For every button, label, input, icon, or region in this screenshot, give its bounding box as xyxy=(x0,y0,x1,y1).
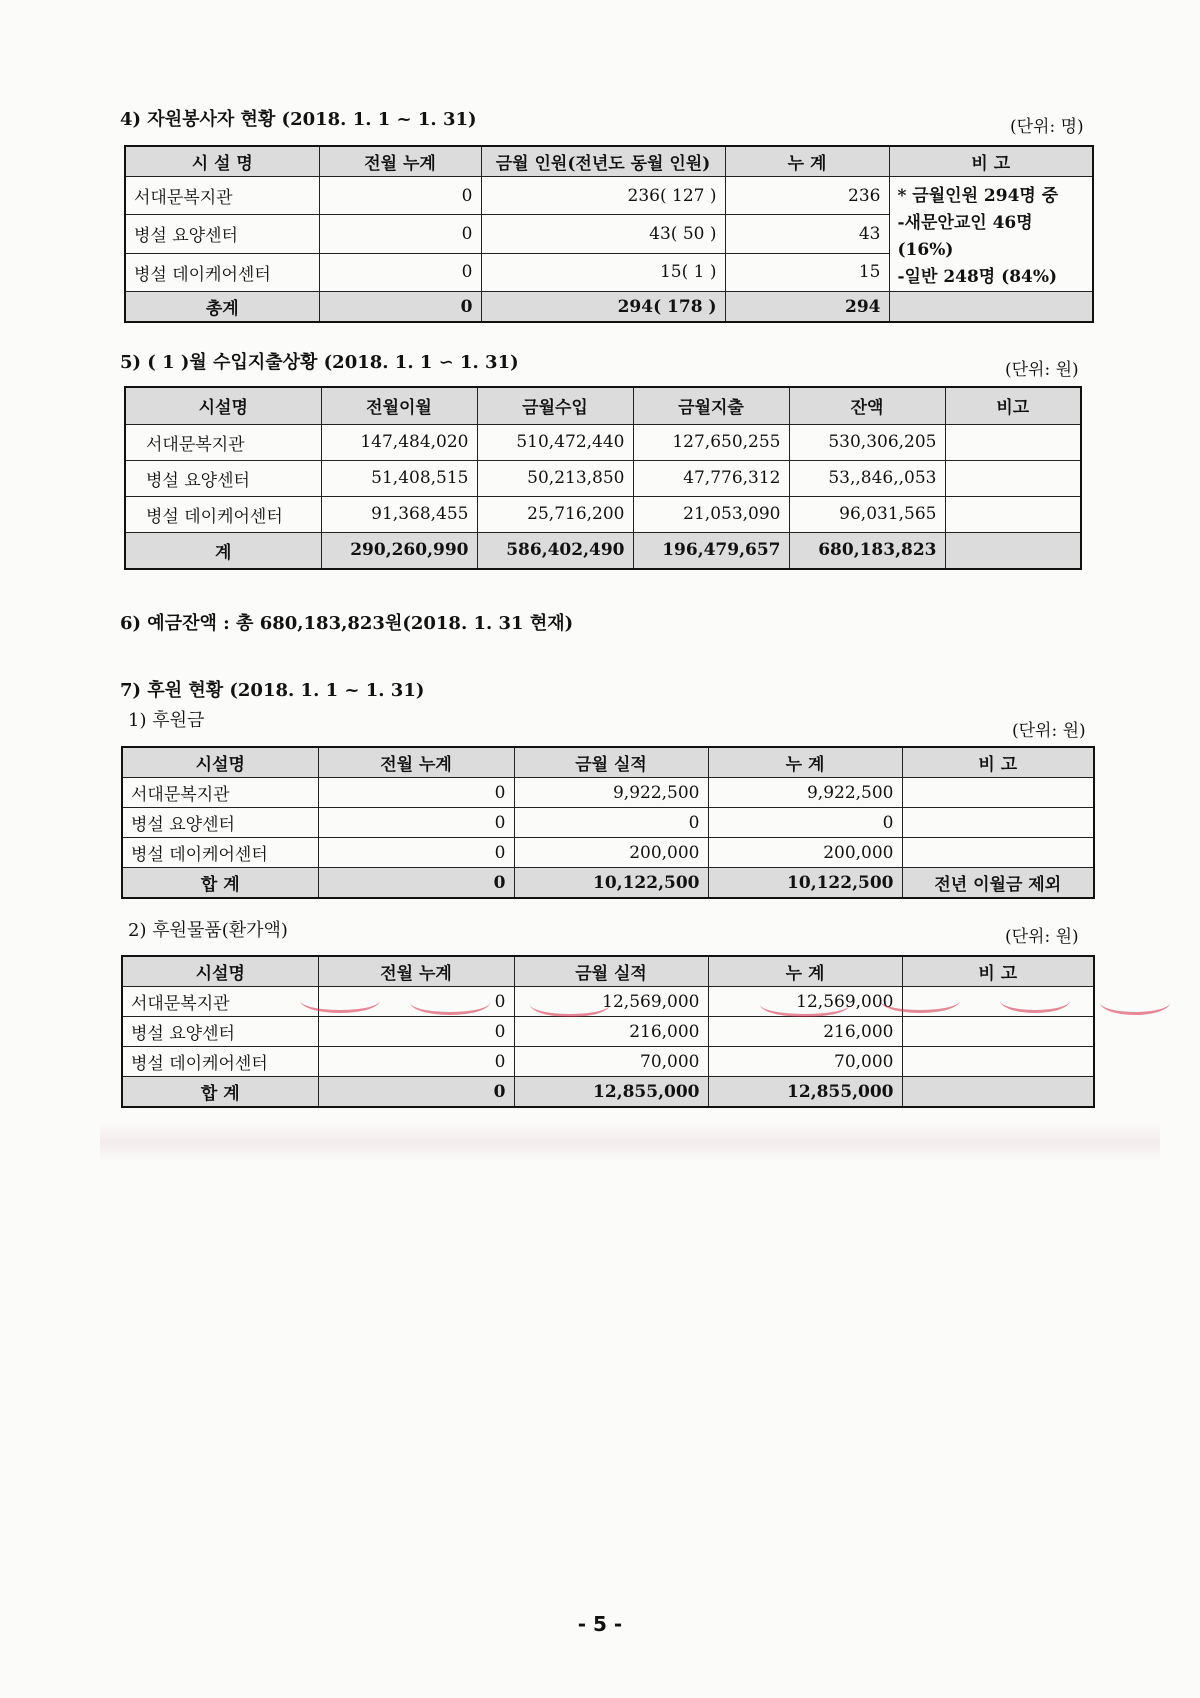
cumulative: 294 xyxy=(725,292,889,323)
balance: 53,,846,,053 xyxy=(789,460,945,496)
sponsor-money-subtitle: 1) 후원금 xyxy=(128,710,205,731)
finance-section-title: 5) ( 1 )월 수입지출상황 (2018. 1. 1 ∽ 1. 31) xyxy=(120,352,519,373)
carry-over: 290,260,990 xyxy=(321,532,477,569)
table-row xyxy=(125,496,1081,532)
prev-total: 0 xyxy=(319,253,481,291)
seal-mark xyxy=(410,990,490,1015)
table-row xyxy=(125,424,1081,460)
table-row xyxy=(122,808,1094,838)
note-line: -일반 248명 (84%) xyxy=(897,267,1058,287)
month-result: 70,000 xyxy=(514,1047,708,1077)
header-cell: 비 고 xyxy=(902,956,1094,987)
income: 586,402,490 xyxy=(477,532,633,569)
seal-mark xyxy=(530,992,610,1017)
header-cell: 전월 누계 xyxy=(319,146,481,177)
month-result: 10,122,500 xyxy=(514,868,708,899)
remark xyxy=(902,1017,1094,1047)
table-total-row xyxy=(125,532,1081,569)
volunteer-unit: (단위: 명) xyxy=(1010,117,1084,137)
expense: 21,053,090 xyxy=(633,496,789,532)
facility-name: 서대문복지관 xyxy=(122,987,318,1017)
remark xyxy=(902,838,1094,868)
facility-name: 서대문복지관 xyxy=(125,424,321,460)
facility-name: 병설 데이케어센터 xyxy=(125,253,319,291)
header-cell: 누 계 xyxy=(725,146,889,177)
table-header-row xyxy=(125,387,1081,424)
facility-name: 서대문복지관 xyxy=(125,177,319,215)
month-result: 9,922,500 xyxy=(514,778,708,808)
header-cell: 금월 인원(전년도 동월 인원) xyxy=(481,146,725,177)
seal-mark xyxy=(760,992,850,1017)
remark xyxy=(902,808,1094,838)
table-row xyxy=(122,1017,1094,1047)
sponsor-goods-unit: (단위: 원) xyxy=(1005,927,1079,947)
header-cell: 비 고 xyxy=(902,747,1094,778)
table-total-row xyxy=(125,292,1093,323)
prev-total: 0 xyxy=(319,177,481,215)
balance: 530,306,205 xyxy=(789,424,945,460)
header-cell: 비고 xyxy=(945,387,1081,424)
sponsor-goods-subtitle: 2) 후원물품(환가액) xyxy=(128,920,288,941)
facility-name: 병설 요양센터 xyxy=(122,1017,318,1047)
finance-table xyxy=(124,386,1082,570)
table-row xyxy=(122,1047,1094,1077)
note-line: -새문안교인 46명 (16%) xyxy=(897,213,1033,260)
prev-total: 0 xyxy=(318,808,514,838)
header-cell: 잔액 xyxy=(789,387,945,424)
page-number: - 5 - xyxy=(577,1612,623,1636)
cumulative: 15 xyxy=(725,253,889,291)
table-row xyxy=(125,460,1081,496)
header-cell: 전월 누계 xyxy=(318,747,514,778)
prev-total: 0 xyxy=(318,838,514,868)
income: 25,716,200 xyxy=(477,496,633,532)
seal-mark xyxy=(1000,988,1070,1013)
month-result: 12,569,000 xyxy=(514,987,708,1017)
month-count: 294( 178 ) xyxy=(481,292,725,323)
cumulative: 200,000 xyxy=(708,838,902,868)
note-line: * 금월인원 294명 중 xyxy=(897,186,1059,206)
header-cell: 금월수입 xyxy=(477,387,633,424)
table-row xyxy=(125,177,1093,215)
sponsor-money-unit: (단위: 원) xyxy=(1012,721,1086,741)
header-cell: 금월지출 xyxy=(633,387,789,424)
prev-total: 0 xyxy=(318,778,514,808)
empty-cell xyxy=(945,496,1081,532)
remark xyxy=(902,1047,1094,1077)
table-total-row xyxy=(122,1077,1094,1108)
total-label: 합 계 xyxy=(122,868,318,899)
header-cell: 시설명 xyxy=(125,387,321,424)
expense: 196,479,657 xyxy=(633,532,789,569)
cumulative: 12,855,000 xyxy=(708,1077,902,1108)
volunteer-note xyxy=(889,177,1093,292)
total-label: 합 계 xyxy=(122,1077,318,1108)
header-cell: 누 계 xyxy=(708,747,902,778)
prev-total: 0 xyxy=(318,1047,514,1077)
month-result: 12,855,000 xyxy=(514,1077,708,1108)
sponsor-money-table xyxy=(121,746,1095,899)
total-label: 총계 xyxy=(125,292,319,323)
prev-total: 0 xyxy=(318,987,514,1017)
prev-total: 0 xyxy=(319,215,481,253)
facility-name: 병설 데이케어센터 xyxy=(125,496,321,532)
volunteer-table xyxy=(124,145,1094,323)
facility-name: 서대문복지관 xyxy=(122,778,318,808)
header-cell: 전월이월 xyxy=(321,387,477,424)
header-cell: 금월 실적 xyxy=(514,747,708,778)
deposit-text: 6) 예금잔액 : 총 680,183,823원(2018. 1. 31 현재) xyxy=(120,613,574,634)
header-cell: 시설명 xyxy=(122,747,318,778)
carry-over: 91,368,455 xyxy=(321,496,477,532)
facility-name: 병설 데이케어센터 xyxy=(122,1047,318,1077)
empty-cell xyxy=(945,460,1081,496)
facility-name: 병설 요양센터 xyxy=(125,460,321,496)
prev-total: 0 xyxy=(318,868,514,899)
cumulative: 0 xyxy=(708,808,902,838)
income: 510,472,440 xyxy=(477,424,633,460)
remark: 전년 이월금 제외 xyxy=(902,868,1094,899)
cumulative: 10,122,500 xyxy=(708,868,902,899)
header-cell: 시 설 명 xyxy=(125,146,319,177)
header-cell: 금월 실적 xyxy=(514,956,708,987)
header-cell: 전월 누계 xyxy=(318,956,514,987)
facility-name: 병설 요양센터 xyxy=(125,215,319,253)
bleed-through-mark xyxy=(100,1122,1160,1162)
cumulative: 236 xyxy=(725,177,889,215)
cumulative: 12,569,000 xyxy=(708,987,902,1017)
prev-total: 0 xyxy=(319,292,481,323)
facility-name: 병설 요양센터 xyxy=(122,808,318,838)
expense: 47,776,312 xyxy=(633,460,789,496)
header-cell: 누 계 xyxy=(708,956,902,987)
sponsor-goods-table xyxy=(121,955,1095,1108)
table-total-row xyxy=(122,868,1094,899)
remark xyxy=(902,778,1094,808)
empty-cell xyxy=(945,532,1081,569)
cumulative: 43 xyxy=(725,215,889,253)
empty-cell xyxy=(945,424,1081,460)
table-row xyxy=(122,778,1094,808)
carry-over: 51,408,515 xyxy=(321,460,477,496)
header-cell: 시설명 xyxy=(122,956,318,987)
income: 50,213,850 xyxy=(477,460,633,496)
cumulative: 216,000 xyxy=(708,1017,902,1047)
month-count: 15( 1 ) xyxy=(481,253,725,291)
month-count: 236( 127 ) xyxy=(481,177,725,215)
empty-cell xyxy=(889,292,1093,323)
table-header-row xyxy=(122,747,1094,778)
month-count: 43( 50 ) xyxy=(481,215,725,253)
volunteer-section-title: 4) 자원봉사자 현황 (2018. 1. 1 ~ 1. 31) xyxy=(120,109,477,130)
balance: 96,031,565 xyxy=(789,496,945,532)
finance-unit: (단위: 원) xyxy=(1005,360,1079,380)
seal-mark xyxy=(300,988,380,1013)
month-result: 216,000 xyxy=(514,1017,708,1047)
seal-mark xyxy=(880,988,960,1013)
balance: 680,183,823 xyxy=(789,532,945,569)
month-result: 200,000 xyxy=(514,838,708,868)
table-header-row xyxy=(125,146,1093,177)
table-row xyxy=(122,838,1094,868)
cumulative: 70,000 xyxy=(708,1047,902,1077)
prev-total: 0 xyxy=(318,1017,514,1047)
remark xyxy=(902,1077,1094,1108)
total-label: 계 xyxy=(125,532,321,569)
seal-mark xyxy=(1100,990,1170,1015)
header-cell: 비 고 xyxy=(889,146,1093,177)
prev-total: 0 xyxy=(318,1077,514,1108)
expense: 127,650,255 xyxy=(633,424,789,460)
sponsor-section-title: 7) 후원 현황 (2018. 1. 1 ~ 1. 31) xyxy=(120,680,425,701)
table-header-row xyxy=(122,956,1094,987)
carry-over: 147,484,020 xyxy=(321,424,477,460)
facility-name: 병설 데이케어센터 xyxy=(122,838,318,868)
cumulative: 9,922,500 xyxy=(708,778,902,808)
month-result: 0 xyxy=(514,808,708,838)
